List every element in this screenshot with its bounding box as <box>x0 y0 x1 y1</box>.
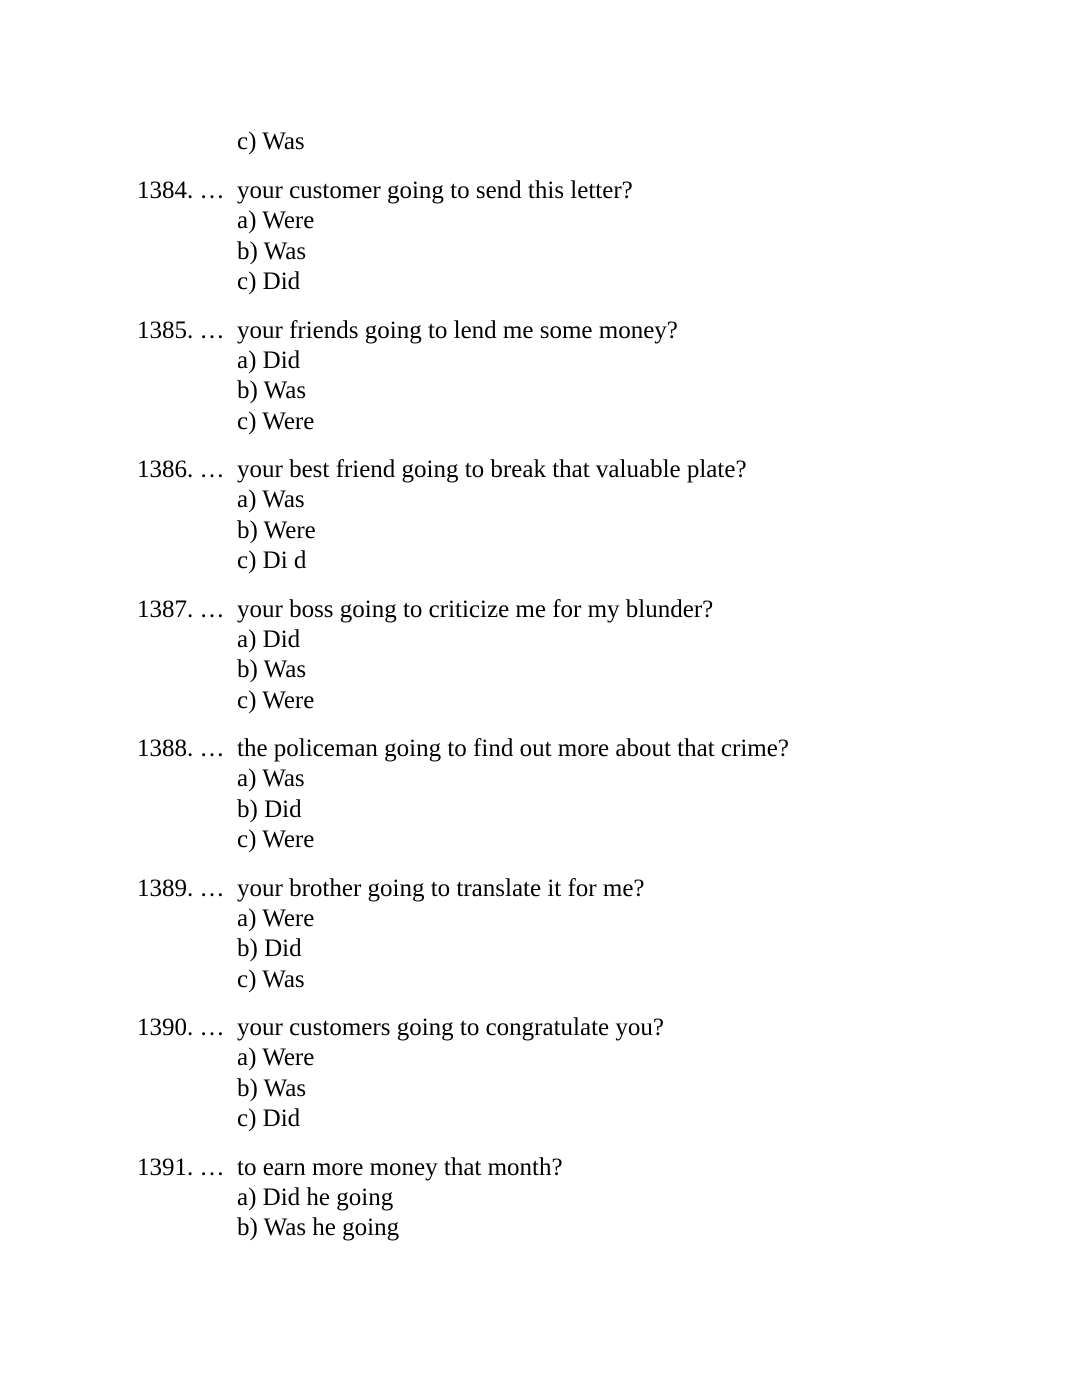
answer-option: c) Were <box>237 686 315 714</box>
question-stem <box>137 455 1037 485</box>
question-text: your friends going to lend me some money? <box>237 316 678 344</box>
question-item <box>137 455 1037 577</box>
question-stem <box>137 316 1037 346</box>
question-text: your customer going to send this letter? <box>237 177 633 204</box>
answer-option: b) Was <box>237 656 307 683</box>
question-text: your best friend going to break that valuable plate? <box>237 456 747 483</box>
answer-option: a) Was <box>237 486 305 513</box>
question-number: 1389. … <box>137 874 225 902</box>
answer-option: b) Was <box>237 237 307 265</box>
question-stem <box>137 595 1037 625</box>
answer-option: a) Were <box>237 1044 315 1071</box>
question-text: your customers going to congratulate you? <box>237 1014 664 1041</box>
answer-option: a) Were <box>237 904 315 932</box>
answer-option: b) Were <box>237 516 316 544</box>
question-stem <box>137 874 1037 904</box>
answer-option: a) Did <box>237 346 301 374</box>
answer-option: c) Were <box>237 826 315 853</box>
question-list <box>137 176 1037 1262</box>
question-number: 1386. … <box>137 456 225 483</box>
question-item <box>137 1153 1037 1244</box>
answer-option: c) Did <box>237 1105 301 1132</box>
answer-option: c) Did <box>237 268 301 295</box>
question-number: 1384. … <box>137 177 225 204</box>
answer-option: a) Was <box>237 765 305 792</box>
answer-option: b) Did <box>237 935 302 962</box>
answer-option: b) Was he going <box>237 1214 400 1241</box>
question-number: 1387. … <box>137 595 225 623</box>
question-text: your brother going to translate it for me? <box>237 874 645 902</box>
answer-option: c) Were <box>237 407 315 435</box>
question-text: the policeman going to find out more about that crime? <box>237 735 789 762</box>
question-item <box>137 1013 1037 1135</box>
answer-options <box>237 346 1037 438</box>
question-number: 1391. … <box>137 1153 225 1181</box>
question-stem <box>137 176 1037 206</box>
answer-option: c) Was <box>237 965 305 993</box>
question-number: 1390. … <box>137 1014 225 1041</box>
question-stem <box>137 1013 1037 1043</box>
question-item <box>137 595 1037 717</box>
question-item <box>137 874 1037 996</box>
answer-options <box>237 1043 1037 1135</box>
leading-option: c) Was <box>237 128 305 155</box>
answer-option: a) Did he going <box>237 1183 394 1211</box>
answer-option: c) Di d <box>237 547 307 574</box>
question-stem <box>137 734 1037 764</box>
question-text: your boss going to criticize me for my blunder? <box>237 595 714 623</box>
question-item <box>137 734 1037 856</box>
question-item <box>137 176 1037 298</box>
answer-options <box>237 1183 1037 1244</box>
question-number: 1385. … <box>137 316 225 344</box>
question-stem <box>137 1153 1037 1183</box>
answer-options <box>237 904 1037 996</box>
question-number: 1388. … <box>137 735 225 762</box>
answer-option: b) Was <box>237 1074 307 1102</box>
answer-options <box>237 485 1037 577</box>
answer-option: b) Did <box>237 795 302 823</box>
question-item <box>137 316 1037 438</box>
answer-option: a) Were <box>237 207 315 234</box>
answer-option: a) Did <box>237 625 301 653</box>
answer-options <box>237 206 1037 298</box>
answer-options <box>237 764 1037 856</box>
answer-option: b) Was <box>237 377 307 404</box>
question-text: to earn more money that month? <box>237 1153 563 1181</box>
answer-options <box>237 625 1037 717</box>
